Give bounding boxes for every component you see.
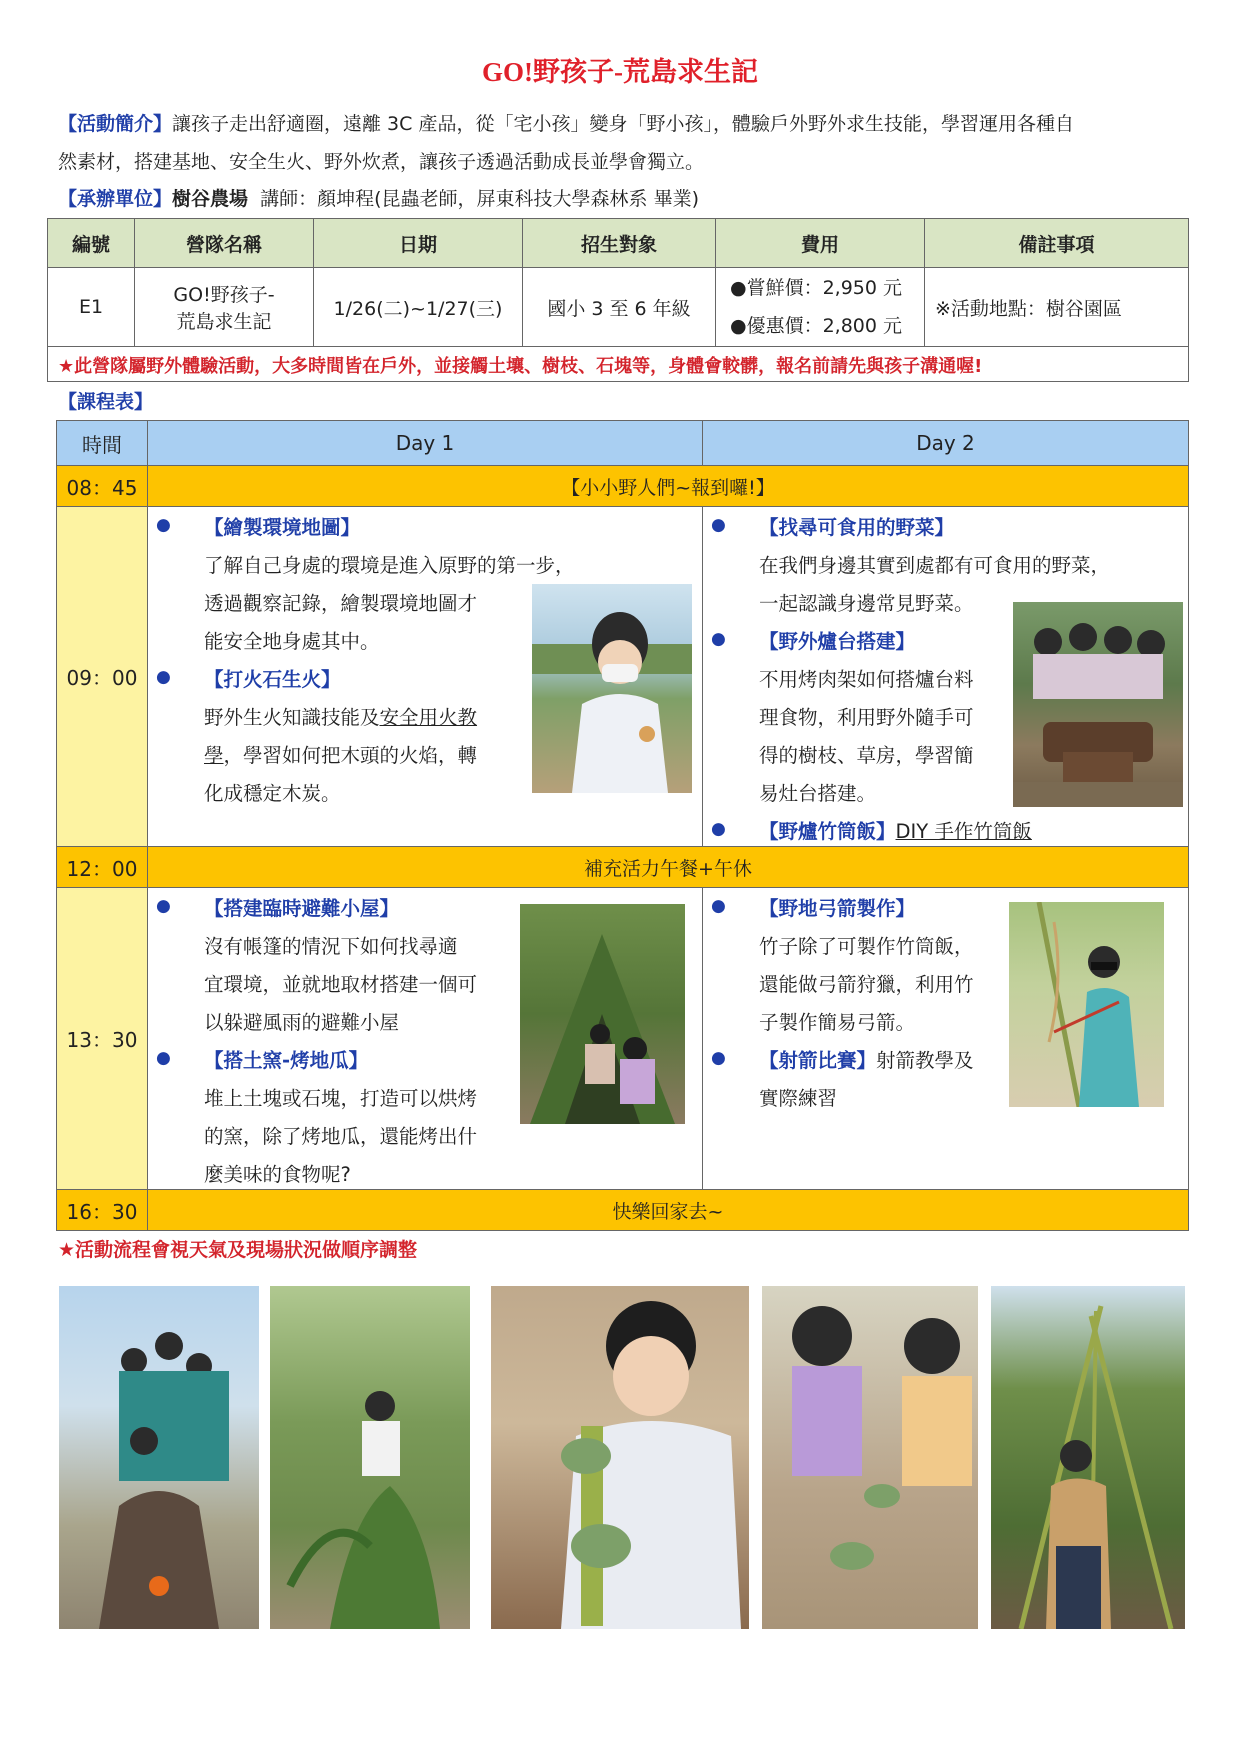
cell-code: E1 [48, 268, 135, 347]
photo-bottom-bamboo-tent [991, 1286, 1185, 1629]
md1-l4 [204, 702, 477, 730]
ad1-l3: 以躲避風雨的避難小屋 [204, 1011, 400, 1034]
col-note: 備註事項 [925, 219, 1189, 268]
morning-day1-cell [148, 507, 703, 847]
md2-l7-row [759, 816, 1032, 844]
checkin-bar: 【小小野人們~報到囉!】 [148, 466, 1189, 507]
ad1-l1: 沒有帳篷的情況下如何找尋適 [204, 935, 458, 958]
ad1-l6: 麼美味的食物呢? [204, 1163, 351, 1186]
intro-paragraph [58, 105, 1188, 181]
photo-plants-drawing [270, 1286, 470, 1629]
photo-bamboo-drawing [491, 1286, 749, 1629]
ad1-l2: 宜環境，並就地取材搭建一個可 [204, 973, 478, 996]
info-row [48, 268, 1189, 347]
ad2-l4b: 實際練習 [759, 1087, 838, 1110]
md1-l4b: 安全用火教 [379, 706, 478, 729]
organizer-line [58, 180, 1188, 218]
md1-h1: 【繪製環境地圖】 [204, 516, 361, 539]
name-line1: GO!野孩子- [173, 284, 275, 306]
md1-l3: 能安全地身處其中。 [204, 630, 380, 653]
md1-h2: 【打火石生火】 [204, 668, 341, 691]
col-date: 日期 [314, 219, 523, 268]
md1-l2: 透過觀察記錄，繪製環境地圖才 [204, 592, 478, 615]
photo-bottom-stone-kiln [59, 1286, 259, 1629]
photo-kiln-drawing [59, 1286, 259, 1629]
cell-note: ※活動地點：樹谷園區 [925, 268, 1189, 347]
md2-h1: 【找尋可食用的野菜】 [759, 516, 955, 539]
photo-digging-drawing [762, 1286, 978, 1629]
md1-l5b: ，學習如何把木頭的火焰，轉 [223, 744, 478, 767]
md1-l6: 化成穩定木炭。 [204, 782, 341, 805]
cell-fee [716, 268, 925, 347]
photo-shelter-drawing [520, 904, 685, 1124]
afternoon-day1-cell [148, 888, 703, 1190]
bullet-icon: ● [711, 819, 726, 839]
name-line2: 荒島求生記 [176, 311, 272, 333]
md1-l5a: 學 [204, 744, 224, 767]
bullet-icon: ● [156, 896, 171, 916]
ad2-l4a: 射箭教學及 [876, 1049, 974, 1072]
home-bar: 快樂回家去~ [148, 1190, 1189, 1231]
organizer-label: 【承辦單位】 [58, 188, 173, 210]
photo-shelter [520, 904, 685, 1124]
photo-archery [1009, 902, 1164, 1107]
intro-label: 【活動簡介】 [58, 113, 173, 135]
md2-l3: 不用烤肉架如何搭爐台料 [759, 668, 974, 691]
md2-l1: 在我們身邊其實到處都有可食用的野菜， [759, 554, 1111, 577]
schedule-adjust-note: ★活動流程會視天氣及現場狀況做順序調整 [58, 1239, 418, 1261]
md1-l1: 了解自己身處的環境是進入原野的第一步， [204, 554, 575, 577]
time-1330: 13：30 [57, 888, 148, 1190]
intro-line1: 讓孩子走出舒適圈，遠離 3C 產品，從「宅小孩」變身「野小孩」，體驗戶外野外求生技能，學習運用各種自 [172, 113, 1074, 135]
lunch-bar: 補充活力午餐+午休 [148, 847, 1189, 888]
cell-date: 1/26(二)~1/27(三) [314, 268, 523, 347]
md2-l2: 一起認識身邊常見野菜。 [759, 592, 974, 615]
fee-line1: ●嘗鮮價：2,950 元 [730, 277, 903, 299]
photo-archery-drawing [1009, 902, 1164, 1107]
md2-l4: 理食物，利用野外隨手可 [759, 706, 974, 729]
md1-l4a: 野外生火知識技能及 [204, 706, 380, 729]
photo-boy-flint-drawing [532, 584, 692, 793]
intro-line2: 然素材，搭建基地、安全生火、野外炊煮，讓孩子透過活動成長並學會獨立。 [58, 151, 705, 173]
bullet-icon: ● [156, 515, 171, 535]
md2-l5: 得的樹枝、草房，學習簡 [759, 744, 974, 767]
bullet-icon: ● [711, 629, 726, 649]
row-1200 [57, 847, 1189, 888]
info-table [47, 218, 1189, 347]
organizer-name: 樹谷農場 [172, 188, 249, 210]
row-1630 [57, 1190, 1189, 1231]
time-0900: 09：00 [57, 507, 148, 847]
warning-text: ★此營隊屬野外體驗活動，大多時間皆在戶外，並接觸土壤、樹枝、石塊等，身體會較髒，報名前請先與孩子溝通喔! [58, 356, 983, 377]
bullet-icon: ● [156, 1048, 171, 1068]
col-target: 招生對象 [523, 219, 716, 268]
header-day2: Day 2 [703, 421, 1189, 466]
morning-day2-cell [703, 507, 1189, 847]
ad1-l5: 的窯，除了烤地瓜，還能烤出什 [204, 1125, 478, 1148]
ad1-h2: 【搭土窯-烤地瓜】 [204, 1049, 369, 1072]
col-fee: 費用 [716, 219, 925, 268]
ad2-l2: 還能做弓箭狩獵，利用竹 [759, 973, 974, 996]
cell-target: 國小 3 至 6 年級 [523, 268, 716, 347]
md2-h2: 【野外爐台搭建】 [759, 630, 916, 653]
ad1-h1: 【搭建臨時避難小屋】 [204, 897, 400, 920]
header-day1: Day 1 [148, 421, 703, 466]
md2-l7: DIY 手作竹筒飯 [895, 820, 1032, 843]
photo-bottom-bamboo-rice [491, 1286, 749, 1629]
col-code: 編號 [48, 219, 135, 268]
bullet-icon: ● [156, 667, 171, 687]
time-1200: 12：00 [57, 847, 148, 888]
ad2-l4-row [759, 1045, 974, 1073]
ad2-h1: 【野地弓箭製作】 [759, 897, 916, 920]
cell-name [135, 268, 314, 347]
ad2-l3: 子製作簡易弓箭。 [759, 1011, 916, 1034]
page-title: GO!野孩子-荒島求生記 [482, 57, 758, 87]
md2-l6: 易灶台搭建。 [759, 782, 877, 805]
col-name: 營隊名稱 [135, 219, 314, 268]
info-header-row [48, 219, 1189, 268]
ad2-h2: 【射箭比賽】 [759, 1049, 877, 1072]
schedule-label: 【課程表】 [58, 391, 154, 413]
ad2-l1: 竹子除了可製作竹筒飯， [759, 935, 974, 958]
schedule-table [56, 420, 1189, 1231]
row-0845 [57, 466, 1189, 507]
photo-bottom-plants [270, 1286, 470, 1629]
bullet-icon: ● [711, 515, 726, 535]
schedule-header-row [57, 421, 1189, 466]
fee-line2: ●優惠價：2,800 元 [730, 315, 903, 337]
organizer-instructor: 講師：顏坤程(昆蟲老師，屏東科技大學森林系 畢業) [260, 188, 699, 210]
photo-boy-flint [532, 584, 692, 793]
header-time: 時間 [57, 421, 148, 466]
bullet-icon: ● [711, 896, 726, 916]
photo-stove-drawing [1013, 602, 1183, 807]
md1-l5 [204, 740, 477, 768]
row-0900 [57, 507, 1189, 847]
photo-tent-drawing [991, 1286, 1185, 1629]
bullet-icon: ● [711, 1048, 726, 1068]
photo-stove-building [1013, 602, 1183, 807]
time-1630: 16：30 [57, 1190, 148, 1231]
time-0845: 08：45 [57, 466, 148, 507]
afternoon-day2-cell [703, 888, 1189, 1190]
photo-bottom-digging [762, 1286, 978, 1629]
md2-h3: 【野爐竹筒飯】 [759, 820, 896, 843]
row-1330 [57, 888, 1189, 1190]
ad1-l4: 堆上土塊或石塊，打造可以烘烤 [204, 1087, 478, 1110]
